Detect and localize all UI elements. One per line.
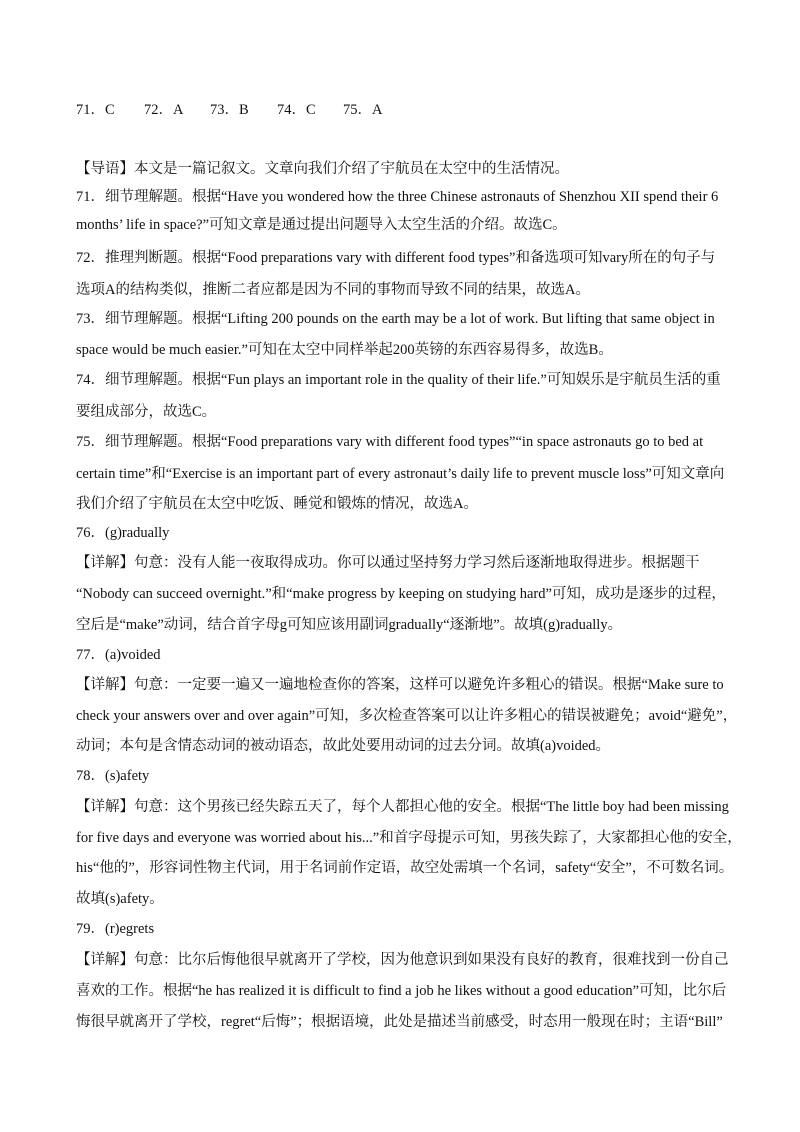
answer-71: 71．C [76, 102, 115, 118]
text-line: 空后是“make”动词，结合首字母g可知应该用副词gradually“逐渐地”。故填(g)radually。 [76, 617, 623, 633]
text-line: certain time”和“Exercise is an important part of every astronaut’s daily life to prevent muscle loss”可知文章向 [76, 466, 725, 482]
text-line: 72．推理判断题。根据“Food preparations vary with different food types”和备选项可知vary所在的句子与 [76, 250, 716, 266]
answer-73: 73．B [210, 102, 249, 118]
text-line: check your answers over and over again”可知，多次检查答案可以让许多粗心的错误被避免；avoid“避免”， [76, 708, 738, 724]
text-line: 73．细节理解题。根据“Lifting 200 pounds on the earth may be a lot of work. But lifting that same object in [76, 311, 715, 327]
text-line: 故填(s)afety。 [76, 891, 164, 907]
text-line: 75．细节理解题。根据“Food preparations vary with different food types”“in space astronauts go to bed at [76, 434, 704, 450]
text-line: 动词；本句是含情态动词的被动语态，故此处要用动词的过去分词。故填(a)voided。 [76, 738, 611, 754]
text-line: 【详解】句意：这个男孩已经失踪五天了，每个人都担心他的安全。根据“The little boy had been missing [76, 799, 729, 815]
text-line: “Nobody can succeed overnight.”和“make progress by keeping on studying hard”可知，成功是逐步的过程， [76, 586, 726, 602]
text-line: 【详解】句意：没有人能一夜取得成功。你可以通过坚持努力学习然后逐渐地取得进步。根据题干 [76, 555, 700, 571]
question-78-answer: 78．(s)afety [76, 768, 150, 784]
text-line: 74．细节理解题。根据“Fun plays an important role in the quality of their life.”可知娱乐是宇航员生活的重 [76, 372, 721, 388]
text-line: for five days and everyone was worried about his...”和首字母提示可知，男孩失踪了，大家都担心他的安全， [76, 830, 742, 846]
text-line: 【详解】句意：一定要一遍又一遍地检查你的答案，这样可以避免许多粗心的错误。根据“Make sure to [76, 677, 724, 693]
text-line: 71．细节理解题。根据“Have you wondered how the three Chinese astronauts of Shenzhou XII spend their 6 [76, 189, 719, 205]
answer-72: 72．A [144, 102, 184, 118]
text-line: his“他的”，形容词性物主代词，用于名词前作定语，故空处需填一个名词，safety“安全”，不可数名词。 [76, 860, 734, 876]
question-77-answer: 77．(a)voided [76, 647, 161, 663]
text-line: 要组成部分，故选C。 [76, 404, 217, 420]
text-line: 【导语】本文是一篇记叙文。文章向我们介绍了宇航员在太空中的生活情况。 [76, 161, 569, 177]
text-line: 悔很早就离开了学校，regret“后悔”；根据语境，此处是描述当前感受，时态用一般现在时；主语“Bill” [76, 1014, 723, 1030]
answer-74: 74．C [277, 102, 316, 118]
question-79-answer: 79．(r)egrets [76, 921, 155, 937]
text-line: 选项A的结构类似，推断二者应都是因为不同的事物而导致不同的结果，故选A。 [76, 282, 590, 298]
text-line: months’ life in space?”可知文章是通过提出问题导入太空生活的介绍。故选C。 [76, 217, 567, 233]
answer-75: 75．A [343, 102, 383, 118]
text-line: 我们介绍了宇航员在太空中吃饭、睡觉和锻炼的情况，故选A。 [76, 496, 478, 512]
question-76-answer: 76．(g)radually [76, 525, 170, 541]
text-line: 喜欢的工作。根据“he has realized it is difficult to find a job he likes without a good education”可知，比尔后 [76, 983, 727, 999]
answer-key-row [76, 98, 403, 119]
text-line: 【详解】句意：比尔后悔他很早就离开了学校，因为他意识到如果没有良好的教育，很难找到一份自己 [76, 952, 729, 968]
text-line: space would be much easier.”可知在太空中同样举起200英镑的东西容易得多，故选B。 [76, 342, 613, 358]
